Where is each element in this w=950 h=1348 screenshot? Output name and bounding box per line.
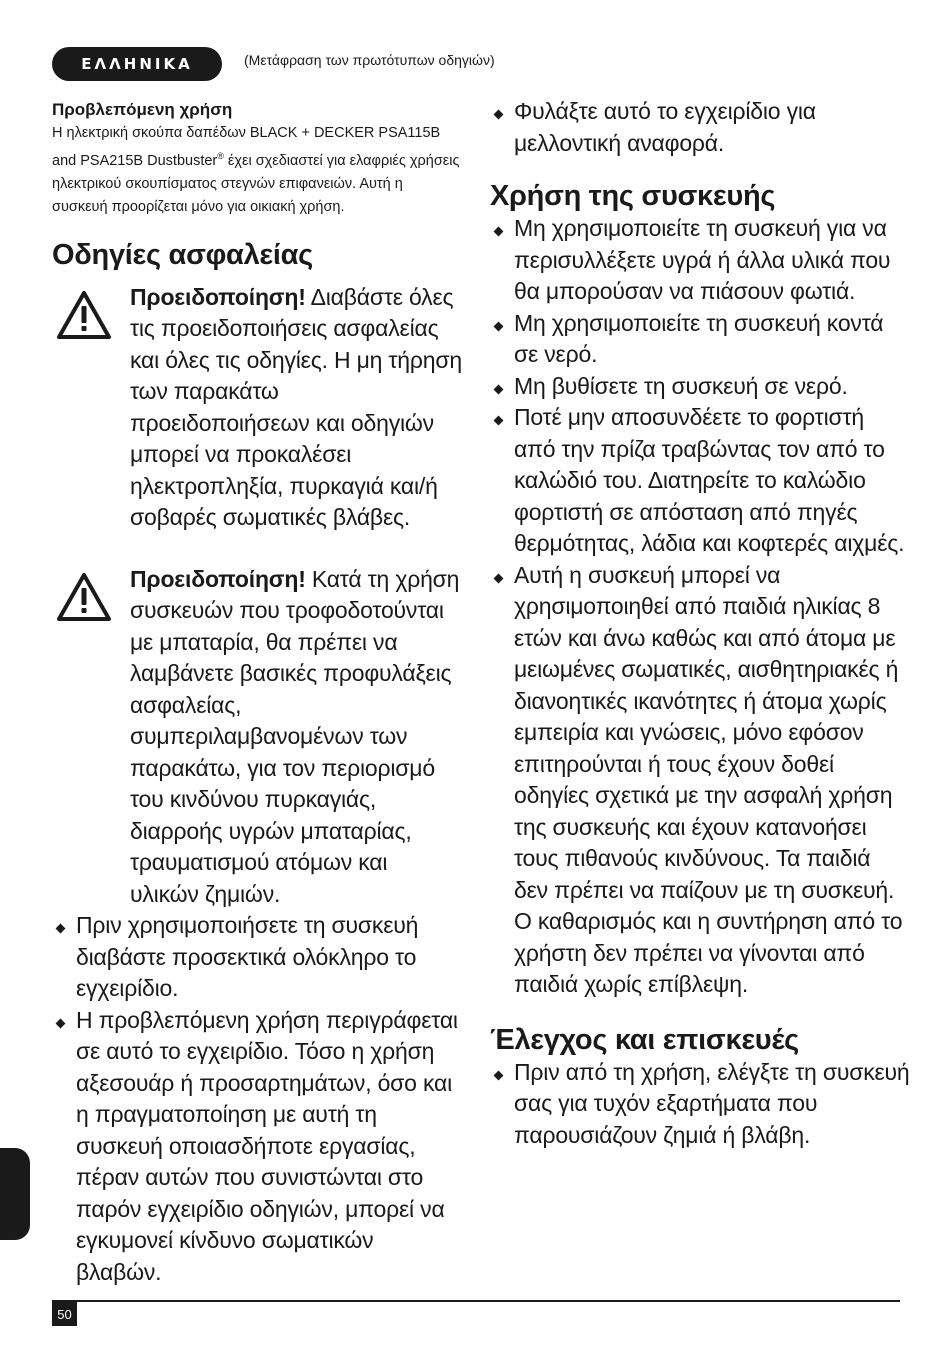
warning-text-1: [130, 282, 462, 534]
list-item: Πριν από τη χρήση, ελέγξτε τη συσκευή σας για τυχόν εξαρτήματα που παρουσιάζουν ζημιά ή βλάβη.: [490, 1057, 910, 1152]
section-tab-marker: [0, 1148, 30, 1240]
intended-use-text-1: Η ηλεκτρική σκούπα δαπέδων BLACK + DECKER PSA115B and PSA215B Dustbuster: [52, 125, 441, 169]
bullet-diamond-icon: [494, 1070, 504, 1080]
list-item: Μη βυθίσετε τη συσκευή σε νερό.: [490, 371, 910, 403]
warning-body-1: Διαβάστε όλες τις προειδοποιήσεις ασφαλείας και όλες τις οδηγίες. Η μη τήρηση των παρακάτω προειδοποιήσεων και οδηγιών μπορεί να προκαλέσει ηλεκτροπληξία, πυρκαγιά και/ή σοβαρές σωματικές βλάβες.: [130, 283, 462, 531]
list-item: Μη χρησιμοποιείτε τη συσκευή κοντά σε νερό.: [490, 308, 910, 371]
warning-body-2: Κατά τη χρήση συσκευών που τροφοδοτούνται με μπαταρία, θα πρέπει να λαμβάνετε βασικές προφυλάξεις ασφαλείας, συμπεριλαμβανομένων των παρακάτω, για τον περιορισμό του κινδύνου πυρκαγιάς, διαρροής υγρών μπαταρίας, τραυματισμού ατόμων και υλικών ζημιών.: [130, 565, 460, 907]
bullet-diamond-icon: [494, 227, 504, 237]
bullet-diamond-icon: [494, 384, 504, 394]
intended-use-title: Προβλεπόμενη χρήση: [52, 100, 233, 119]
list-item: Η προβλεπόμενη χρήση περιγράφεται σε αυτό το εγχειρίδιο. Τόσο η χρήση αξεσουάρ ή προσαρτημάτων, όσο και η πραγματοποίηση με αυτή τη συσκευή οποιασδήποτε εργασίας, πέραν αυτών που συνιστώνται στο παρόν εγχειρίδιο οδηγιών, μπορεί να εγκυμονεί κίνδυνο σωματικών βλαβών.: [52, 1005, 462, 1289]
use-bullet-list: [490, 213, 910, 1001]
intended-use-text-2: έχει σχεδιαστεί για ελαφριές χρήσεις ηλεκτρικού σκουπίσματος στεγνών επιφανειών. Αυτή η συσκευή προορίζεται μόνο για οικιακή χρήση.: [52, 152, 460, 215]
check-bullet-list: [490, 1057, 910, 1152]
inspection-repair-heading: Έλεγχος και επισκευές: [490, 1023, 799, 1056]
appliance-use-heading: Χρήση της συσκευής: [490, 180, 776, 212]
list-item: Μη χρησιμοποιείτε τη συσκευή για να περισυλλέξετε υγρά ή άλλα υλικά που θα μπορούσαν να πιάσουν φωτιά.: [490, 213, 910, 308]
warning-triangle-icon: [56, 572, 112, 622]
warning-text-2: [130, 564, 462, 911]
footer-divider: [52, 1300, 900, 1302]
top-bullet-list: [490, 96, 910, 159]
warning-label-1: Προειδοποίηση!: [130, 283, 306, 310]
bullet-diamond-icon: [494, 110, 504, 120]
list-item: Πριν χρησιμοποιήσετε τη συσκευή διαβάστε προσεκτικά ολόκληρο το εγχειρίδιο.: [52, 910, 462, 1005]
warning-label-2: Προειδοποίηση!: [130, 565, 306, 592]
safety-bullet-list: [52, 910, 462, 1288]
list-item: Φυλάξτε αυτό το εγχειρίδιο για μελλοντική αναφορά.: [490, 96, 910, 159]
warning-block-1: [52, 282, 462, 534]
bullet-diamond-icon: [494, 573, 504, 583]
bullet-diamond-icon: [56, 924, 66, 934]
language-label: ΕΛΛΗΝΙΚΑ: [52, 47, 222, 81]
bullet-diamond-icon: [56, 1018, 66, 1028]
bullet-diamond-icon: [494, 416, 504, 426]
intended-use-body: [52, 122, 462, 219]
safety-heading: Οδηγίες ασφαλείας: [52, 238, 313, 271]
right-column: [490, 96, 910, 1151]
warning-block-2: [52, 564, 462, 911]
registered-mark: ®: [217, 151, 224, 161]
list-item: Ποτέ μην αποσυνδέετε το φορτιστή από την πρίζα τραβώντας τον από το καλώδιό του. Διατηρείτε το καλώδιο φορτιστή σε απόσταση από πηγές θερμότητας, λάδια και κοφτερές αιχμές.: [490, 402, 910, 560]
warning-triangle-icon: [56, 290, 112, 340]
page-number: 50: [52, 1302, 77, 1326]
bullet-diamond-icon: [494, 321, 504, 331]
translation-note: (Μετάφραση των πρωτότυπων οδηγιών): [244, 52, 495, 68]
left-column: [52, 98, 462, 1288]
list-item: Αυτή η συσκευή μπορεί να χρησιμοποιηθεί από παιδιά ηλικίας 8 ετών και άνω καθώς και από άτομα με μειωμένες σωματικές, αισθητηριακές ή διανοητικές ικανότητες ή άτομα χωρίς εμπειρία και γνώσεις, μόνο εφόσον επιτηρούνται ή τους έχουν δοθεί οδηγίες σχετικά με την ασφαλή χρήση της συσκευής και έχουν κατανοήσει τους πιθανούς κινδύνους. Τα παιδιά δεν πρέπει να παίζουν με τη συσκευή. Ο καθαρισμός και η συντήρηση από το χρήστη δεν πρέπει να γίνονται από παιδιά χωρίς επίβλεψη.: [490, 560, 910, 1001]
